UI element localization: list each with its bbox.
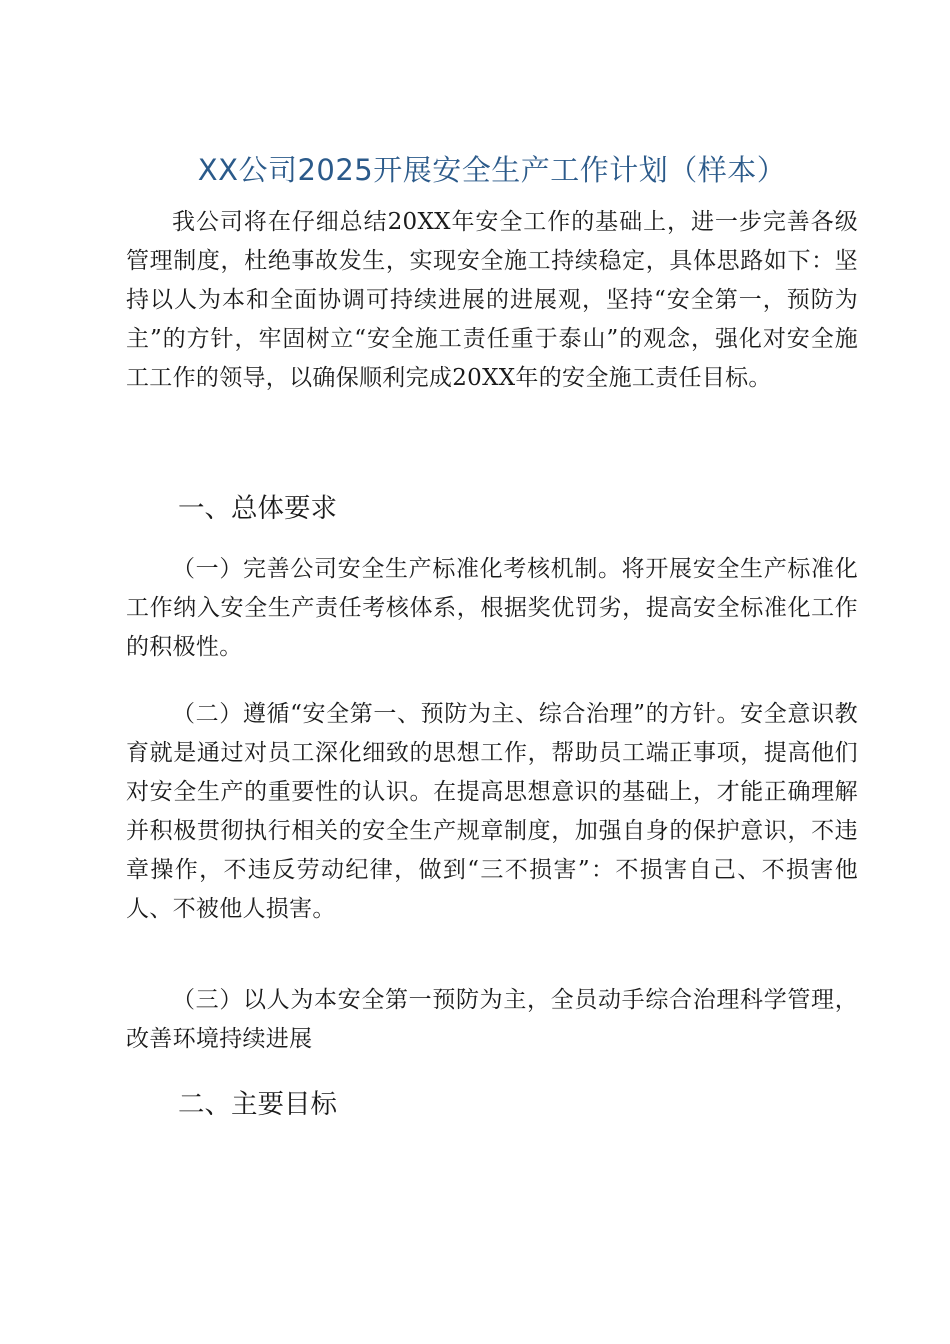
list-item-3: （三）以人为本安全第一预防为主，全员动手综合治理科学管理，改善环境持续进展 — [126, 987, 858, 1052]
list-item-2: （二）遵循“安全第一、预防为主、综合治理”的方针。安全意识教育就是通过对员工深化细致的思想工作，帮助员工端正事项，提高他们对安全生产的重要性的认识。在提高思想意识的基础上，才能正确理解并积极贯彻执行相关的安全生产规章制度，加强自身的保护意识，不违章操作，不违反劳动纪律，做到“三不损害”：不损害自己、不损害他人、不被他人损害。 — [126, 701, 858, 922]
intro-paragraph: 我公司将在仔细总结20XX年安全工作的基础上，进一步完善各级管理制度，杜绝事故发生，实现安全施工持续稳定，具体思路如下：坚持以人为本和全面协调可持续进展的进展观，坚持“安全第一，预防为主”的方针，牢固树立“安全施工责任重于泰山”的观念，强化对安全施工工作的领导，以确保顺利完成20XX年的安全施工责任目标。 — [126, 209, 858, 391]
document-title: XX公司2025开展安全生产工作计划（样本） — [197, 153, 787, 187]
section-heading-main-goals: 二、主要目标 — [178, 1089, 337, 1120]
section-heading-general-requirements: 一、总体要求 — [178, 493, 337, 524]
list-item-1: （一）完善公司安全生产标准化考核机制。将开展安全生产标准化工作纳入安全生产责任考核体系，根据奖优罚劣，提高安全标准化工作的积极性。 — [126, 556, 858, 660]
